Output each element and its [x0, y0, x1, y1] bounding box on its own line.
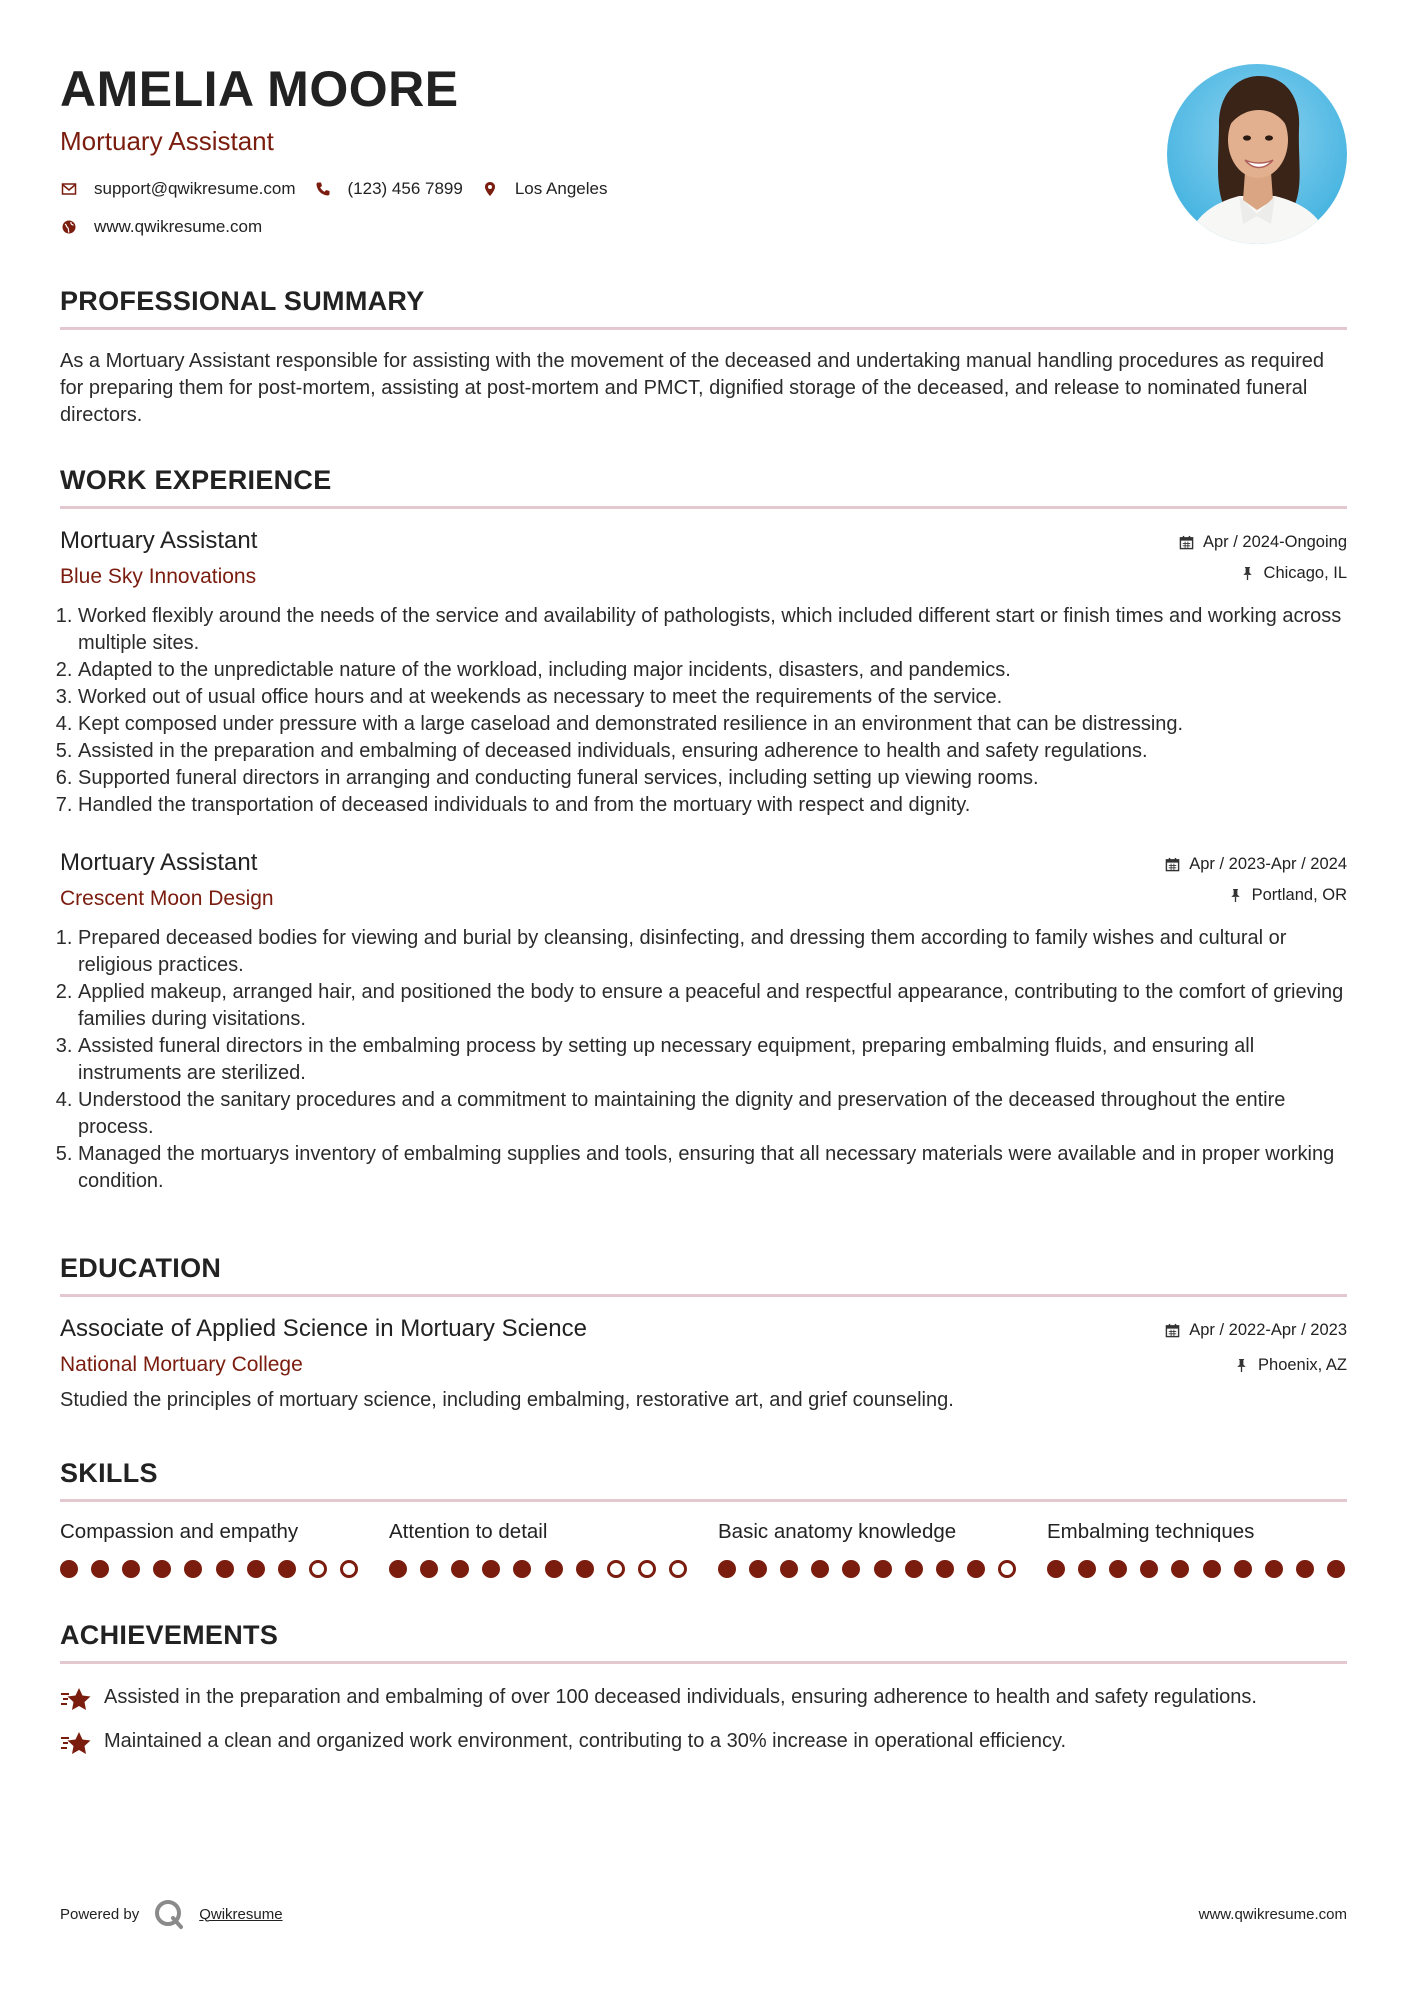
- job-company: Blue Sky Innovations: [60, 565, 257, 588]
- experience-section: [60, 465, 1347, 1195]
- skill-rating: [718, 1560, 1016, 1578]
- job-meta: [1165, 855, 1347, 905]
- rating-dot-filled: [184, 1560, 202, 1578]
- contact-website[interactable]: [60, 217, 262, 237]
- rating-dot-filled: [389, 1560, 407, 1578]
- list-item: 2. Adapted to the unpredictable nature of the workload, including major incidents, disasters, and pandemics.: [78, 657, 1347, 684]
- education-meta: [1165, 1321, 1347, 1375]
- rating-dot-filled: [749, 1560, 767, 1578]
- skill-rating: [389, 1560, 687, 1578]
- rating-dot-filled: [247, 1560, 265, 1578]
- job-title: Mortuary Assistant: [60, 527, 258, 554]
- rating-dot-filled: [1140, 1560, 1158, 1578]
- website-text: www.qwikresume.com: [94, 217, 263, 236]
- experience-divider: [60, 506, 1347, 509]
- job-entry: [60, 527, 1347, 819]
- education-heading: EDUCATION: [60, 1253, 222, 1283]
- rating-dot-filled: [420, 1560, 438, 1578]
- envelope-icon: [60, 180, 78, 198]
- map-pin-icon: [481, 180, 499, 198]
- rating-dot-filled: [1203, 1560, 1221, 1578]
- rating-dot-filled: [1234, 1560, 1252, 1578]
- rating-dot-filled: [874, 1560, 892, 1578]
- job-header: [60, 849, 1347, 911]
- rating-dot-filled: [1078, 1560, 1096, 1578]
- rating-dot-filled: [545, 1560, 563, 1578]
- education-divider: [60, 1294, 1347, 1297]
- job-location: Portland, OR: [1251, 886, 1347, 904]
- job-bullets: [60, 603, 1347, 819]
- rating-dot-filled: [842, 1560, 860, 1578]
- list-item: 1. Worked flexibly around the needs of the service and availability of pathologists, which included different start or finish times and working across multiple sites.: [78, 603, 1347, 657]
- rating-dot-filled: [482, 1560, 500, 1578]
- skills-list: [60, 1520, 1347, 1578]
- rating-dot-filled: [513, 1560, 531, 1578]
- contact-row-1: [60, 179, 1347, 199]
- list-item: 3. Worked out of usual office hours and at weekends as necessary to meet the requirements of the service.: [78, 684, 1347, 711]
- contact-email[interactable]: [60, 179, 296, 199]
- experience-heading: WORK EXPERIENCE: [60, 465, 332, 495]
- rating-dot-filled: [905, 1560, 923, 1578]
- skill-label: Basic anatomy knowledge: [718, 1520, 957, 1543]
- email-text: support@qwikresume.com: [94, 179, 296, 198]
- rating-dot-filled: [1109, 1560, 1127, 1578]
- pushpin-icon: [1228, 888, 1244, 904]
- list-item: 4. Kept composed under pressure with a large caseload and demonstrated resilience in an environment that can be distressing.: [78, 711, 1347, 738]
- school-name: National Mortuary College: [60, 1353, 303, 1376]
- education-location: Phoenix, AZ: [1258, 1356, 1347, 1374]
- achievement-text: Maintained a clean and organized work environment, contributing to a 30% increase in operational efficiency.: [104, 1730, 1067, 1752]
- candidate-name: AMELIA MOORE: [60, 61, 459, 117]
- achievements-section: [60, 1620, 1347, 1758]
- summary-text: As a Mortuary Assistant responsible for assisting with the movement of the deceased and undertaking manual handling procedures as required for preparing them for post-mortem, assisting at post-mortem and PMCT, dignified storage of the deceased, and release to nominated funeral directors.: [60, 350, 1325, 426]
- achievement-text: Assisted in the preparation and embalming of over 100 deceased individuals, ensuring adherence to health and safety regulations.: [104, 1686, 1257, 1708]
- rating-dot-filled: [1047, 1560, 1065, 1578]
- job-location: Chicago, IL: [1263, 564, 1347, 582]
- rating-dot-filled: [811, 1560, 829, 1578]
- skill-item: [60, 1520, 360, 1578]
- rating-dot-filled: [91, 1560, 109, 1578]
- list-item: 1. Prepared deceased bodies for viewing and burial by cleansing, disinfecting, and dressing them according to family wishes and cultural or religious practices.: [78, 925, 1347, 979]
- star-icon: [60, 1730, 92, 1758]
- rating-dot-empty: [607, 1560, 625, 1578]
- rating-dot-filled: [718, 1560, 736, 1578]
- rating-dot-filled: [1296, 1560, 1314, 1578]
- achievements-heading: ACHIEVEMENTS: [60, 1620, 279, 1650]
- skill-rating: [60, 1560, 358, 1578]
- rating-dot-empty: [638, 1560, 656, 1578]
- skills-heading: SKILLS: [60, 1458, 158, 1488]
- job-dates: Apr / 2024-Ongoing: [1202, 533, 1347, 551]
- qwikresume-logo-icon: [153, 1898, 185, 1930]
- calendar-icon: [1179, 535, 1195, 551]
- job-meta: [1179, 533, 1347, 583]
- calendar-icon: [1165, 1323, 1181, 1339]
- rating-dot-filled: [967, 1560, 985, 1578]
- pushpin-icon: [1234, 1358, 1250, 1374]
- powered-by: [60, 1898, 283, 1930]
- list-item: 7. Handled the transportation of deceased individuals to and from the mortuary with respect and dignity.: [78, 792, 1347, 819]
- rating-dot-filled: [1265, 1560, 1283, 1578]
- job-company: Crescent Moon Design: [60, 887, 274, 910]
- footer-site-link[interactable]: www.qwikresume.com: [1198, 1905, 1347, 1923]
- rating-dot-filled: [451, 1560, 469, 1578]
- education-dates: Apr / 2022-Apr / 2023: [1189, 1321, 1347, 1339]
- list-item: 6. Supported funeral directors in arranging and conducting funeral services, including setting up viewing rooms.: [78, 765, 1347, 792]
- contact-row-2: [60, 217, 1347, 237]
- skill-label: Embalming techniques: [1047, 1520, 1255, 1543]
- star-icon: [60, 1686, 92, 1714]
- contact-location: [481, 179, 608, 199]
- profile-photo: [1167, 64, 1347, 244]
- list-item: 3. Assisted funeral directors in the embalming process by setting up necessary equipment, preparing embalming fluids, and ensuring all instruments are sterilized.: [78, 1033, 1347, 1087]
- page-footer: [60, 1898, 1347, 1930]
- list-item: 5. Assisted in the preparation and embalming of deceased individuals, ensuring adherence to health and safety regulations.: [78, 738, 1347, 765]
- rating-dot-filled: [936, 1560, 954, 1578]
- rating-dot-filled: [576, 1560, 594, 1578]
- pushpin-icon: [1240, 566, 1256, 582]
- rating-dot-filled: [1327, 1560, 1345, 1578]
- education-section: [60, 1253, 1347, 1414]
- summary-divider: [60, 327, 1347, 330]
- calendar-icon: [1165, 857, 1181, 873]
- list-item: 5. Managed the mortuarys inventory of embalming supplies and tools, ensuring that all necessary materials were available and in proper working condition.: [78, 1141, 1347, 1195]
- powered-by-label: Powered by: [60, 1905, 140, 1923]
- education-description: Studied the principles of mortuary science, including embalming, restorative art, and grief counseling.: [60, 1389, 954, 1411]
- location-text: Los Angeles: [514, 179, 608, 198]
- candidate-role: Mortuary Assistant: [60, 126, 274, 156]
- skill-label: Attention to detail: [389, 1520, 548, 1543]
- rating-dot-filled: [278, 1560, 296, 1578]
- rating-dot-empty: [309, 1560, 327, 1578]
- rating-dot-filled: [122, 1560, 140, 1578]
- job-title: Mortuary Assistant: [60, 849, 258, 876]
- list-item: 4. Understood the sanitary procedures and a commitment to maintaining the dignity and preservation of the deceased throughout the entire process.: [78, 1087, 1347, 1141]
- skill-item: [1047, 1520, 1347, 1578]
- skill-item: [389, 1520, 689, 1578]
- qwikresume-link[interactable]: Qwikresume: [199, 1905, 283, 1923]
- skill-rating: [1047, 1560, 1345, 1578]
- degree-title: Associate of Applied Science in Mortuary Science: [60, 1315, 587, 1342]
- rating-dot-empty: [998, 1560, 1016, 1578]
- job-header: [60, 527, 1347, 589]
- phone-icon: [314, 180, 332, 198]
- rating-dot-empty: [340, 1560, 358, 1578]
- summary-section: [60, 286, 1347, 429]
- resume-header: [60, 61, 1347, 252]
- globe-icon: [60, 218, 78, 236]
- rating-dot-filled: [60, 1560, 78, 1578]
- education-header: [60, 1315, 1347, 1377]
- job-bullets: [60, 925, 1347, 1195]
- job-dates: Apr / 2023-Apr / 2024: [1189, 855, 1347, 873]
- rating-dot-filled: [216, 1560, 234, 1578]
- job-entry: [60, 849, 1347, 1195]
- rating-dot-empty: [669, 1560, 687, 1578]
- achievement-item: [60, 1684, 1347, 1714]
- skill-item: [718, 1520, 1018, 1578]
- phone-text: (123) 456 7899: [347, 179, 463, 198]
- summary-heading: PROFESSIONAL SUMMARY: [60, 286, 425, 316]
- achievements-divider: [60, 1661, 1347, 1664]
- list-item: 2. Applied makeup, arranged hair, and positioned the body to ensure a peaceful and respectful appearance, contributing to the comfort of grieving families during visitations.: [78, 979, 1347, 1033]
- achievement-item: [60, 1728, 1347, 1758]
- skills-divider: [60, 1499, 1347, 1502]
- skills-section: [60, 1458, 1347, 1578]
- contact-phone[interactable]: [314, 179, 463, 199]
- rating-dot-filled: [1171, 1560, 1189, 1578]
- rating-dot-filled: [153, 1560, 171, 1578]
- skill-label: Compassion and empathy: [60, 1520, 299, 1543]
- rating-dot-filled: [780, 1560, 798, 1578]
